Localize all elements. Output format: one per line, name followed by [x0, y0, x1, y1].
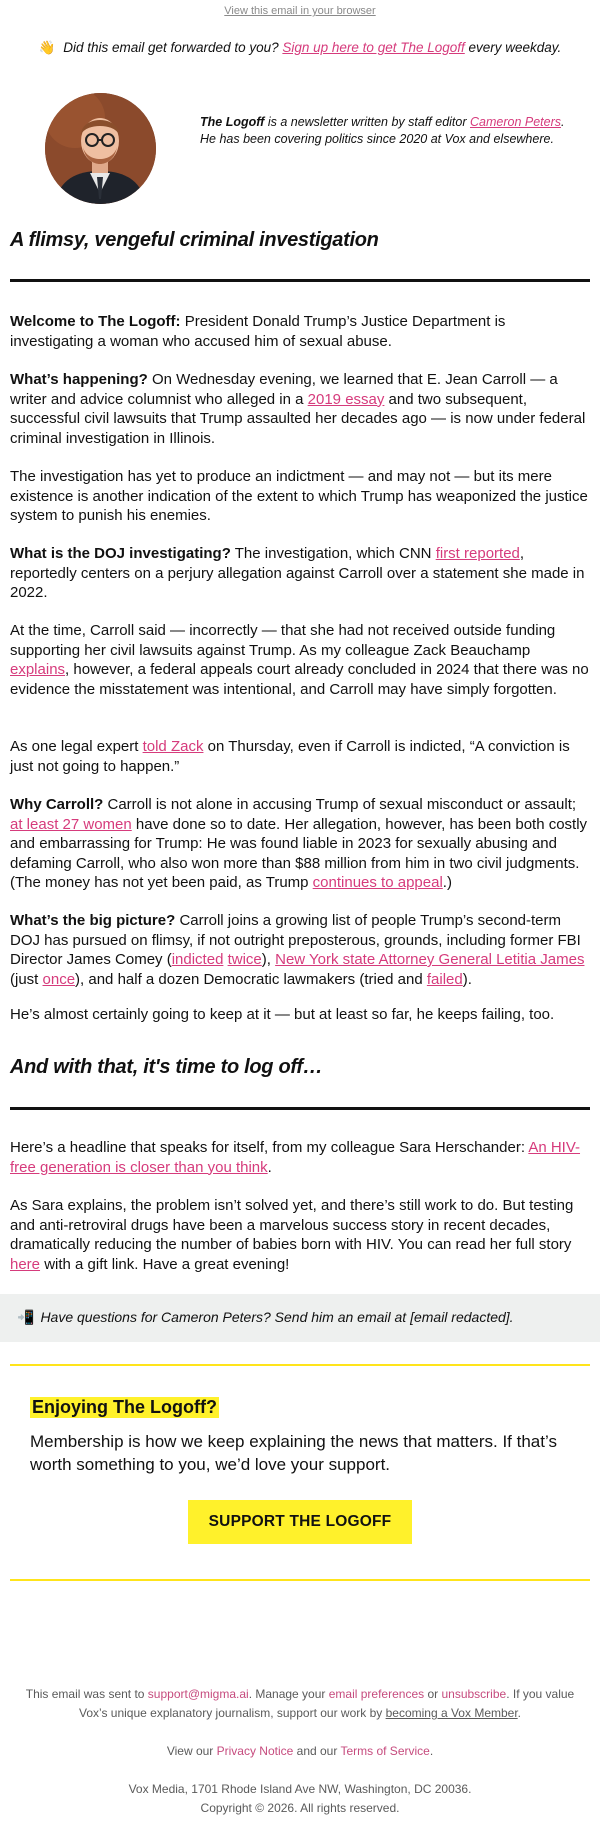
questions-text: Have questions for Cameron Peters? Send him an email at [email redacted].	[40, 1309, 514, 1325]
footer-copyright: Copyright © 2026. All rights reserved.	[200, 1801, 400, 1815]
paragraph-investigation-status: The investigation has yet to produce an indictment — and may not — but its mere existence is another indication of the extent to which Trump has weaponized the justice system to punish his enemies.	[10, 468, 588, 524]
link-2019-essay[interactable]: 2019 essay	[307, 390, 385, 408]
paragraph-why-carroll: Why Carroll? Carroll is not alone in accusing Trump of sexual misconduct or assault; at least 27 women have done so to date. Her allegation, however, has been both costly and embarrassing for Trump: He was found liable in 2023 for sexually abusing and defaming Carroll, who also won more than $88 million from him in two civil judgments. (The money has not yet been paid, as Trump continues to appeal.)	[10, 796, 588, 891]
link-indicted[interactable]: indicted	[171, 951, 224, 968]
link-explains[interactable]: explains	[10, 661, 66, 678]
link-letitia-james[interactable]: New York state Attorney General Letitia James	[275, 951, 585, 968]
paragraph-welcome: Welcome to The Logoff: President Donald Trump’s Justice Department is investigating a woman who accused him of sexual abuse.	[10, 313, 506, 350]
paragraph-at-the-time: At the time, Carroll said — incorrectly — that she had not received outside funding supporting her civil lawsuits against Trump. As my colleague Zack Beauchamp explains, however, a federal appeals court already concluded in 2024 that there was no evidence the misstatement was intentional, and Carroll may have simply forgotten.	[10, 622, 589, 698]
link-continues-to-appeal[interactable]: continues to appeal	[312, 874, 443, 891]
view-in-browser-link[interactable]: View this email in your browser	[224, 5, 376, 17]
headline-investigation: A flimsy, vengeful criminal investigation	[10, 229, 379, 251]
paragraph-doj-investigating: What is the DOJ investigating? The investigation, which CNN first reported, reportedly centers on a perjury allegation against Carroll over a statement she made in 2022.	[10, 545, 585, 601]
link-twice[interactable]: twice	[227, 951, 262, 968]
headline-log-off: And with that, it's time to log off…	[10, 1056, 323, 1078]
footer-address: Vox Media, 1701 Rhode Island Ave NW, Washington, DC 20036.	[128, 1782, 472, 1796]
footer-sent-notice: This email was sent to support@migma.ai. Manage your email preferences or unsubscribe. If you value Vox’s unique explanatory journalism, support our work by becoming a Vox Member.	[25, 1687, 575, 1720]
author-avatar-icon	[45, 93, 156, 204]
membership-top-divider	[10, 1364, 590, 1366]
unsubscribe-link[interactable]: unsubscribe	[441, 1687, 507, 1701]
forward-notice	[0, 40, 600, 56]
membership-title: Enjoying The Logoff?	[32, 1397, 217, 1417]
author-link[interactable]: Cameron Peters	[469, 115, 561, 129]
link-here[interactable]: here	[10, 1255, 41, 1273]
questions-banner	[0, 1294, 600, 1342]
link-first-reported[interactable]: first reported	[435, 545, 520, 562]
email-preferences-link[interactable]: email preferences	[328, 1687, 425, 1701]
footer-legal-links: View our Privacy Notice and our Terms of Service.	[166, 1744, 434, 1758]
paragraph-legal-expert: As one legal expert told Zack on Thursday, even if Carroll is indicted, “A conviction is just not going to happen.”	[10, 738, 570, 775]
membership-text: Membership is how we keep explaining the news that matters. If that’s worth something to you, we’d love your support.	[30, 1432, 557, 1474]
mobile-phone-icon: 📲	[17, 1309, 35, 1325]
paragraph-headline-share: Here’s a headline that speaks for itself, from my colleague Sara Herschander: An HIV-free generation is closer than you think.	[10, 1139, 581, 1176]
section-divider	[10, 279, 590, 282]
signup-link[interactable]: Sign up here to get The Logoff	[282, 40, 465, 55]
newsletter-name: The Logoff	[200, 115, 265, 129]
section-divider	[10, 1107, 590, 1110]
author-bio: The Logoff is a newsletter written by staff editor Cameron Peters. He has been covering politics since 2020 at Vox and elsewhere.	[200, 115, 565, 146]
paragraph-sara-explains: As Sara explains, the problem isn’t solved yet, and there’s still work to do. But testing and anti-retroviral drugs have been a marvelous success story in recent decades, dramatically reducing the number of babies born with HIV. You can read her full story here with a gift link. Have a great evening!	[10, 1197, 574, 1273]
terms-of-service-link[interactable]: Terms of Service	[340, 1744, 430, 1758]
link-27-women[interactable]: at least 27 women	[10, 815, 132, 833]
privacy-notice-link[interactable]: Privacy Notice	[216, 1744, 294, 1758]
membership-bottom-divider	[10, 1579, 590, 1581]
link-hiv-free-generation[interactable]: An HIV-free generation is closer than you think	[10, 1139, 581, 1176]
paragraph-big-picture: What’s the big picture? Carroll joins a growing list of people Trump’s second-term DOJ has pursued on flimsy, if not outright preposterous, grounds, including former FBI Director James Comey (indicted twice), New York state Attorney General Letitia James (just once), and half a dozen Democratic lawmakers (tried and failed).	[10, 912, 585, 988]
support-the-logoff-button[interactable]: SUPPORT THE LOGOFF	[188, 1500, 412, 1544]
forward-suffix: every weekday.	[464, 40, 562, 55]
link-once[interactable]: once	[42, 970, 76, 988]
recipient-email[interactable]: support@migma.ai	[147, 1687, 249, 1701]
link-failed[interactable]: failed	[426, 970, 463, 988]
link-told-zack[interactable]: told Zack	[142, 738, 204, 755]
waving-hand-icon: 👋	[38, 40, 56, 55]
paragraph-whats-happening: What’s happening? On Wednesday evening, we learned that E. Jean Carroll — a writer and advice columnist who alleged in a 2019 essay and two subsequent, successful civil lawsuits that Trump assaulted her decades ago — is now under federal criminal investigation in Illinois.	[10, 371, 586, 447]
forward-text: Did this email get forwarded to you?	[59, 40, 283, 55]
paragraph-keep-at-it: He’s almost certainly going to keep at it — but at least so far, he keeps failing, too.	[10, 1006, 555, 1023]
become-member-link[interactable]: becoming a Vox Member	[385, 1706, 518, 1720]
